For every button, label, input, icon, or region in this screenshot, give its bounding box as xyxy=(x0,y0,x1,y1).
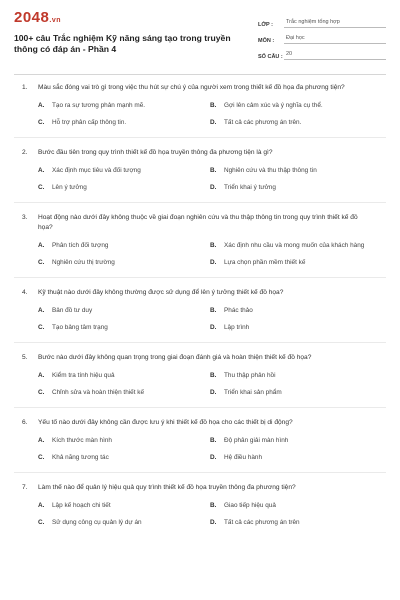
question-7 xyxy=(14,483,386,527)
answer-text: Hệ điều hành xyxy=(224,454,263,461)
answer-text: Kích thước màn hình xyxy=(52,437,112,444)
answer-text: Tất cả các phương án trên xyxy=(224,519,300,526)
answer-text: Lập trình xyxy=(224,324,250,331)
question-body: Kỹ thuật nào dưới đây không thường được sử dụng để lên ý tưởng thiết kế đồ họa? xyxy=(38,289,284,296)
question-number: 5. xyxy=(22,354,28,361)
question-4 xyxy=(14,288,386,332)
question-separator xyxy=(14,277,386,278)
question-text xyxy=(14,353,386,363)
answer-letter: C. xyxy=(38,389,45,396)
answer-text: Giao tiếp hiệu quả xyxy=(224,502,276,509)
answer-letter: A. xyxy=(38,307,45,314)
answer-text: Khả năng tương tác xyxy=(52,454,109,461)
answer-text: Lập kế hoạch chi tiết xyxy=(52,502,111,509)
answer-option-a[interactable] xyxy=(38,166,210,175)
answer-option-b[interactable] xyxy=(210,241,382,250)
question-list xyxy=(14,83,386,527)
answer-option-c[interactable] xyxy=(38,453,210,462)
question-body: Bước nào dưới đây không quan trọng trong giai đoạn đánh giá và hoàn thiện thiết kế đồ họa? xyxy=(38,354,312,361)
answer-letter: C. xyxy=(38,519,45,526)
answer-option-b[interactable] xyxy=(210,306,382,315)
question-body: Làm thế nào để quản lý hiệu quả quy trình thiết kế đồ họa truyền thông đa phương tiện? xyxy=(38,484,296,491)
answer-text: Bản đồ tư duy xyxy=(52,307,93,314)
answer-letter: A. xyxy=(38,242,45,249)
answer-text: Tất cả các phương án trên. xyxy=(224,119,302,126)
meta-row-class xyxy=(258,14,386,28)
question-body: Màu sắc đóng vai trò gì trong việc thu hút sự chú ý của người xem trong thiết kế đồ họa đa phương tiện? xyxy=(38,84,345,91)
answer-letter: A. xyxy=(38,372,45,379)
answer-options xyxy=(14,436,386,462)
question-text xyxy=(14,83,386,93)
question-text xyxy=(14,418,386,428)
answer-letter: D. xyxy=(210,519,217,526)
answer-option-d[interactable] xyxy=(210,323,382,332)
answer-option-b[interactable] xyxy=(210,436,382,445)
answer-letter: D. xyxy=(210,184,217,191)
answer-text: Sử dụng công cụ quản lý dự án xyxy=(52,519,142,526)
question-5 xyxy=(14,353,386,397)
meta-label: MÔN : xyxy=(258,38,275,44)
answer-text: Phác thảo xyxy=(224,307,253,314)
header-divider xyxy=(14,74,386,75)
answer-text: Thu thập phản hồi xyxy=(224,372,276,379)
answer-letter: B. xyxy=(210,372,217,379)
answer-letter: A. xyxy=(38,167,45,174)
answer-text: Lên ý tưởng xyxy=(52,184,87,191)
question-number: 1. xyxy=(22,84,28,91)
meta-label: LỚP : xyxy=(258,22,273,28)
answer-text: Chỉnh sửa và hoàn thiện thiết kế xyxy=(52,389,145,396)
answer-option-c[interactable] xyxy=(38,258,210,267)
answer-letter: B. xyxy=(210,307,217,314)
answer-text: Phân tích đối tượng xyxy=(52,242,109,249)
question-body: Bước đầu tiên trong quy trình thiết kế đồ họa truyền thông đa phương tiện là gì? xyxy=(38,149,273,156)
answer-text: Tạo ra sự tương phản mạnh mẽ. xyxy=(52,102,146,109)
question-body: Yếu tố nào dưới đây không cần được lưu ý khi thiết kế đồ họa cho các thiết bị di động? xyxy=(38,419,293,426)
document-header xyxy=(14,8,386,70)
answer-letter: D. xyxy=(210,324,217,331)
answer-text: Xác định mục tiêu và đối tượng xyxy=(52,167,141,174)
question-separator xyxy=(14,407,386,408)
answer-option-a[interactable] xyxy=(38,101,210,110)
answer-letter: C. xyxy=(38,324,45,331)
answer-letter: D. xyxy=(210,119,217,126)
answer-option-a[interactable] xyxy=(38,306,210,315)
answer-text: Xác định nhu cầu và mong muốn của khách hàng xyxy=(224,242,365,249)
answer-option-a[interactable] xyxy=(38,436,210,445)
answer-letter: D. xyxy=(210,389,217,396)
document-title-line-1: 100+ câu Trắc nghiệm Kỹ năng sáng tạo trong truyền xyxy=(14,33,231,43)
meta-value: Đại học xyxy=(284,35,386,44)
answer-option-d[interactable] xyxy=(210,258,382,267)
answer-options xyxy=(14,101,386,127)
logo-suffix: .vn xyxy=(49,17,61,24)
answer-option-a[interactable] xyxy=(38,241,210,250)
meta-row-count xyxy=(258,46,386,60)
answer-letter: D. xyxy=(210,454,217,461)
document-title xyxy=(14,33,244,55)
answer-option-c[interactable] xyxy=(38,388,210,397)
answer-option-b[interactable] xyxy=(210,166,382,175)
answer-text: Hỗ trợ phân cấp thông tin. xyxy=(52,119,127,126)
answer-letter: B. xyxy=(210,242,217,249)
question-separator xyxy=(14,342,386,343)
answer-letter: B. xyxy=(210,102,217,109)
question-separator xyxy=(14,472,386,473)
logo-main: 2048 xyxy=(14,9,50,26)
header-left xyxy=(14,8,244,70)
answer-letter: A. xyxy=(38,102,45,109)
meta-label: SỐ CÂU : xyxy=(258,54,283,60)
answer-text: Kiểm tra tính hiệu quả xyxy=(52,372,115,379)
question-number: 6. xyxy=(22,419,28,426)
answer-letter: B. xyxy=(210,167,217,174)
question-number: 2. xyxy=(22,149,28,156)
answer-letter: C. xyxy=(38,259,45,266)
meta-row-subject xyxy=(258,30,386,44)
site-logo[interactable] xyxy=(14,8,244,31)
question-separator xyxy=(14,202,386,203)
answer-option-b[interactable] xyxy=(210,501,382,510)
answer-options xyxy=(14,306,386,332)
answer-letter: C. xyxy=(38,119,45,126)
answer-text: Độ phân giải màn hình xyxy=(224,437,289,444)
answer-options xyxy=(14,501,386,527)
answer-text: Triển khai sản phẩm xyxy=(224,389,282,396)
answer-text: Lựa chọn phần mềm thiết kế xyxy=(224,259,306,266)
answer-text: Gợi lên cảm xúc và ý nghĩa cụ thể. xyxy=(224,102,323,109)
answer-option-a[interactable] xyxy=(38,501,210,510)
answer-text: Nghiên cứu và thu thập thông tin xyxy=(224,167,317,174)
answer-option-c[interactable] xyxy=(38,518,210,527)
answer-option-d[interactable] xyxy=(210,388,382,397)
answer-letter: B. xyxy=(210,502,217,509)
answer-option-d[interactable] xyxy=(210,453,382,462)
question-number: 3. xyxy=(22,214,28,221)
answer-option-d[interactable] xyxy=(210,183,382,192)
question-1 xyxy=(14,83,386,127)
meta-value: Trắc nghiệm tổng hợp xyxy=(284,19,386,28)
question-text xyxy=(14,148,386,158)
answer-option-d[interactable] xyxy=(210,118,382,127)
document-meta xyxy=(258,8,386,70)
question-body: Hoạt động nào dưới đây không thuộc về giai đoạn nghiên cứu và thu thập thông tin trong quy trình thiết kế đồ họa? xyxy=(38,214,358,231)
answer-letter: C. xyxy=(38,454,45,461)
question-number: 4. xyxy=(22,289,28,296)
answer-letter: A. xyxy=(38,437,45,444)
question-number: 7. xyxy=(22,484,28,491)
answer-letter: D. xyxy=(210,259,217,266)
question-text xyxy=(14,213,386,233)
answer-letter: C. xyxy=(38,184,45,191)
answer-letter: B. xyxy=(210,437,217,444)
question-text xyxy=(14,288,386,298)
document-title-line-2: thông có đáp án - Phần 4 xyxy=(14,44,117,54)
answer-text: Tạo bảng tâm trạng xyxy=(52,324,108,331)
answer-option-b[interactable] xyxy=(210,101,382,110)
meta-value: 20 xyxy=(284,51,386,60)
answer-option-c[interactable] xyxy=(38,118,210,127)
answer-option-c[interactable] xyxy=(38,183,210,192)
question-3 xyxy=(14,213,386,267)
answer-option-b[interactable] xyxy=(210,371,382,380)
answer-option-c[interactable] xyxy=(38,323,210,332)
answer-text: Triển khai ý tưởng xyxy=(224,184,276,191)
question-2 xyxy=(14,148,386,192)
answer-options xyxy=(14,371,386,397)
answer-option-d[interactable] xyxy=(210,518,382,527)
question-separator xyxy=(14,137,386,138)
answer-options xyxy=(14,241,386,267)
answer-option-a[interactable] xyxy=(38,371,210,380)
answer-text: Nghiên cứu thị trường xyxy=(52,259,115,266)
answer-letter: A. xyxy=(38,502,45,509)
question-text xyxy=(14,483,386,493)
question-6 xyxy=(14,418,386,462)
answer-options xyxy=(14,166,386,192)
